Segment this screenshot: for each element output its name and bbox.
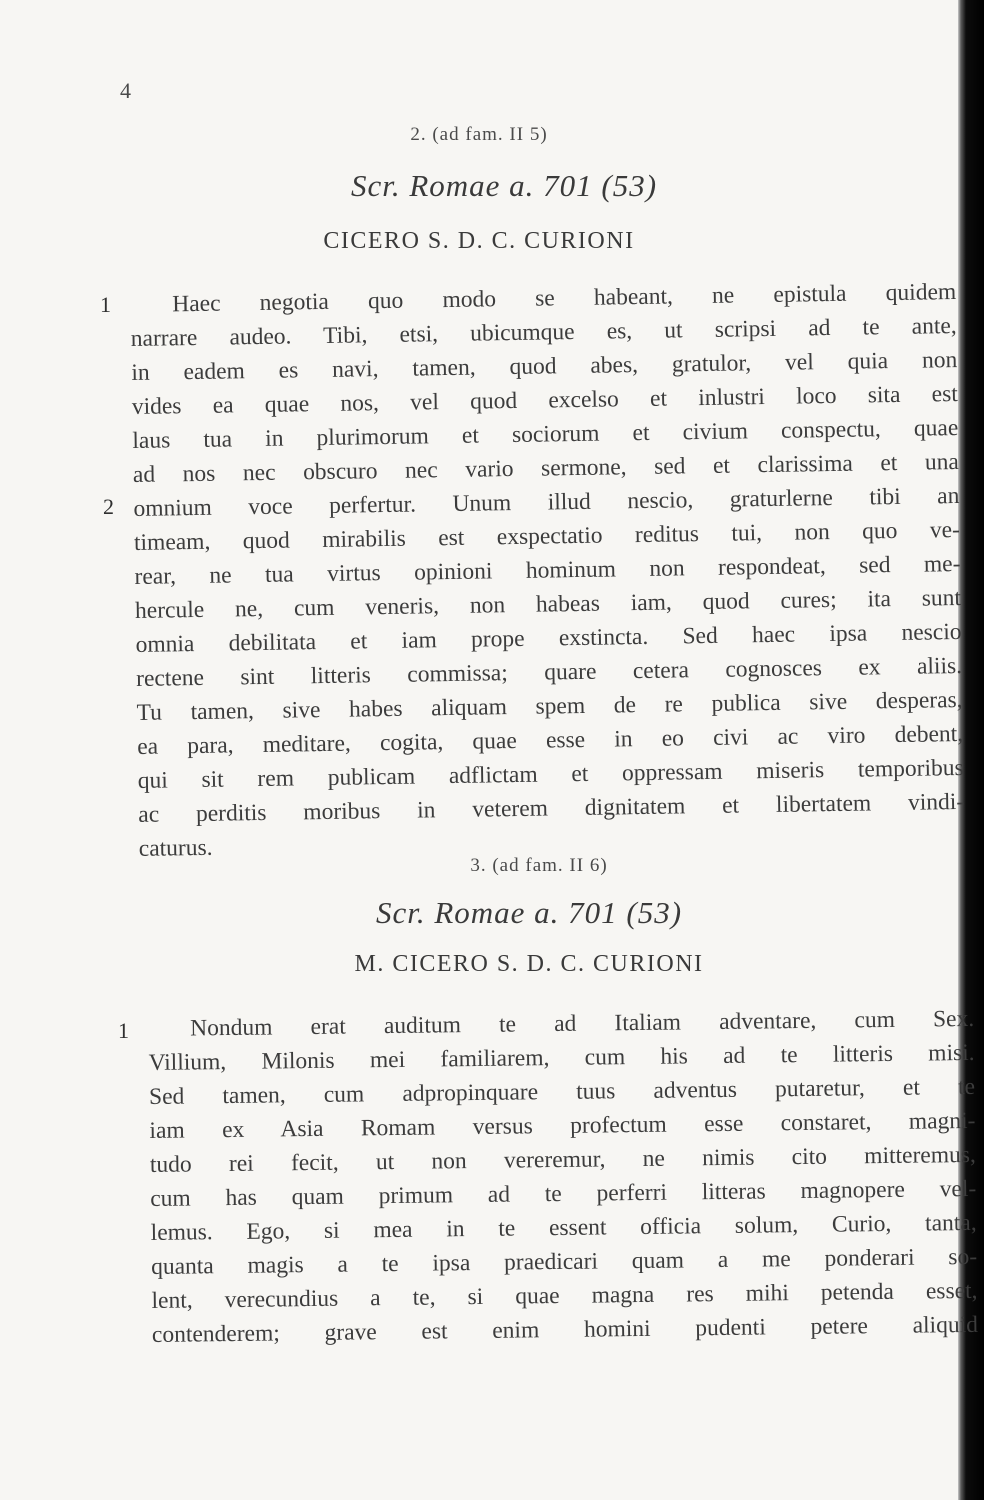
text-line: rear, ne tua virtus opinioni hominum non respondeat, sed me- bbox=[134, 550, 961, 590]
letter-reference: 2. (ad fam. II 5) bbox=[410, 124, 548, 145]
text-line: cum has quam primum ad te perferri litteras magnopere vel- bbox=[150, 1175, 977, 1212]
letter-greeting: M. CICERO S. D. C. CURIONI bbox=[354, 951, 704, 977]
letter-date-heading: Scr. Romae a. 701 (53) bbox=[375, 895, 683, 930]
letter-3 bbox=[0, 855, 958, 978]
text-line: ea para, meditare, cogita, quae esse in eo civi ac viro debent, bbox=[137, 720, 964, 760]
text-line: quanta magis a te ipsa praedicari quam a me ponderari so- bbox=[150, 1243, 978, 1280]
text-line: in eadem es navi, tamen, quod abes, gratulor, vel quia non bbox=[131, 347, 958, 386]
text-line: Sed tamen, cum adpropinquare tuus adventus putaretur, et te bbox=[148, 1073, 976, 1110]
text-line: Tu tamen, sive habes aliquam spem de re publica sive desperas, bbox=[136, 686, 963, 726]
letter-body bbox=[148, 1002, 978, 1352]
text-line: qui sit rem publicam adflictam et oppressam miseris temporibus bbox=[137, 754, 964, 794]
text-line: laus tua in plurimorum et sociorum et civium conspectu, quae bbox=[132, 415, 959, 454]
section-number: 2 bbox=[103, 494, 114, 519]
letter-body bbox=[130, 275, 965, 866]
section-number: 1 bbox=[100, 292, 111, 317]
text-line: tudo rei fecit, ut non vereremur, ne nimis cito mitteremus, bbox=[149, 1141, 976, 1178]
text-line: ac perditis moribus in veterem dignitatem et libertatem vindi- bbox=[138, 788, 965, 828]
letter-date-heading: Scr. Romae a. 701 (53) bbox=[350, 168, 658, 203]
text-line: hercule ne, cum veneris, non habeas iam, quod cures; ita sunt bbox=[134, 584, 962, 624]
section-number: 1 bbox=[118, 1018, 129, 1043]
text-line: omnium voce perfertur. Unum illud nescio, graturlerne tibi an bbox=[133, 483, 960, 522]
text-line: contenderem; grave est enim homini pudenti petere aliquid bbox=[151, 1311, 979, 1348]
text-line: caturus. bbox=[138, 834, 213, 862]
text-line: vides ea quae nos, vel quod excelso et inlustri loco sita est bbox=[131, 381, 958, 420]
text-line: iam ex Asia Romam versus profectum esse constaret, magni- bbox=[149, 1107, 976, 1144]
text-line: Haec negotia quo modo se habeant, ne epistula quidem bbox=[172, 279, 957, 318]
text-line: Nondum erat auditum te ad Italiam adventare, cum Sex. bbox=[190, 1005, 975, 1042]
text-line: timeam, quod mirabilis est exspectatio reditus tui, non quo ve- bbox=[133, 516, 961, 556]
letter-greeting: CICERO S. D. C. CURIONI bbox=[323, 228, 635, 254]
letter-reference: 3. (ad fam. II 6) bbox=[470, 855, 608, 876]
text-line: rectene sint litteris commissa; quare cetera cognosces ex aliis. bbox=[135, 652, 963, 692]
text-line: narrare audeo. Tibi, etsi, ubicumque es, ut scripsi ad te ante, bbox=[130, 313, 957, 352]
letter-2 bbox=[0, 124, 958, 255]
text-line: omnia debilitata et iam prope exstincta. Sed haec ipsa nescio bbox=[135, 618, 962, 658]
text-line: lemus. Ego, si mea in te essent officia solum, Curio, tanta, bbox=[150, 1209, 977, 1246]
text-line: Villium, Milonis mei familiarem, cum his ad te litteris misi. bbox=[148, 1039, 975, 1076]
text-line: lent, verecundius a te, si quae magna res mihi petenda esset, bbox=[151, 1277, 978, 1314]
text-line: ad nos nec obscuro nec vario sermone, sed et clarissima et una bbox=[132, 449, 960, 488]
page-number: 4 bbox=[120, 78, 131, 103]
